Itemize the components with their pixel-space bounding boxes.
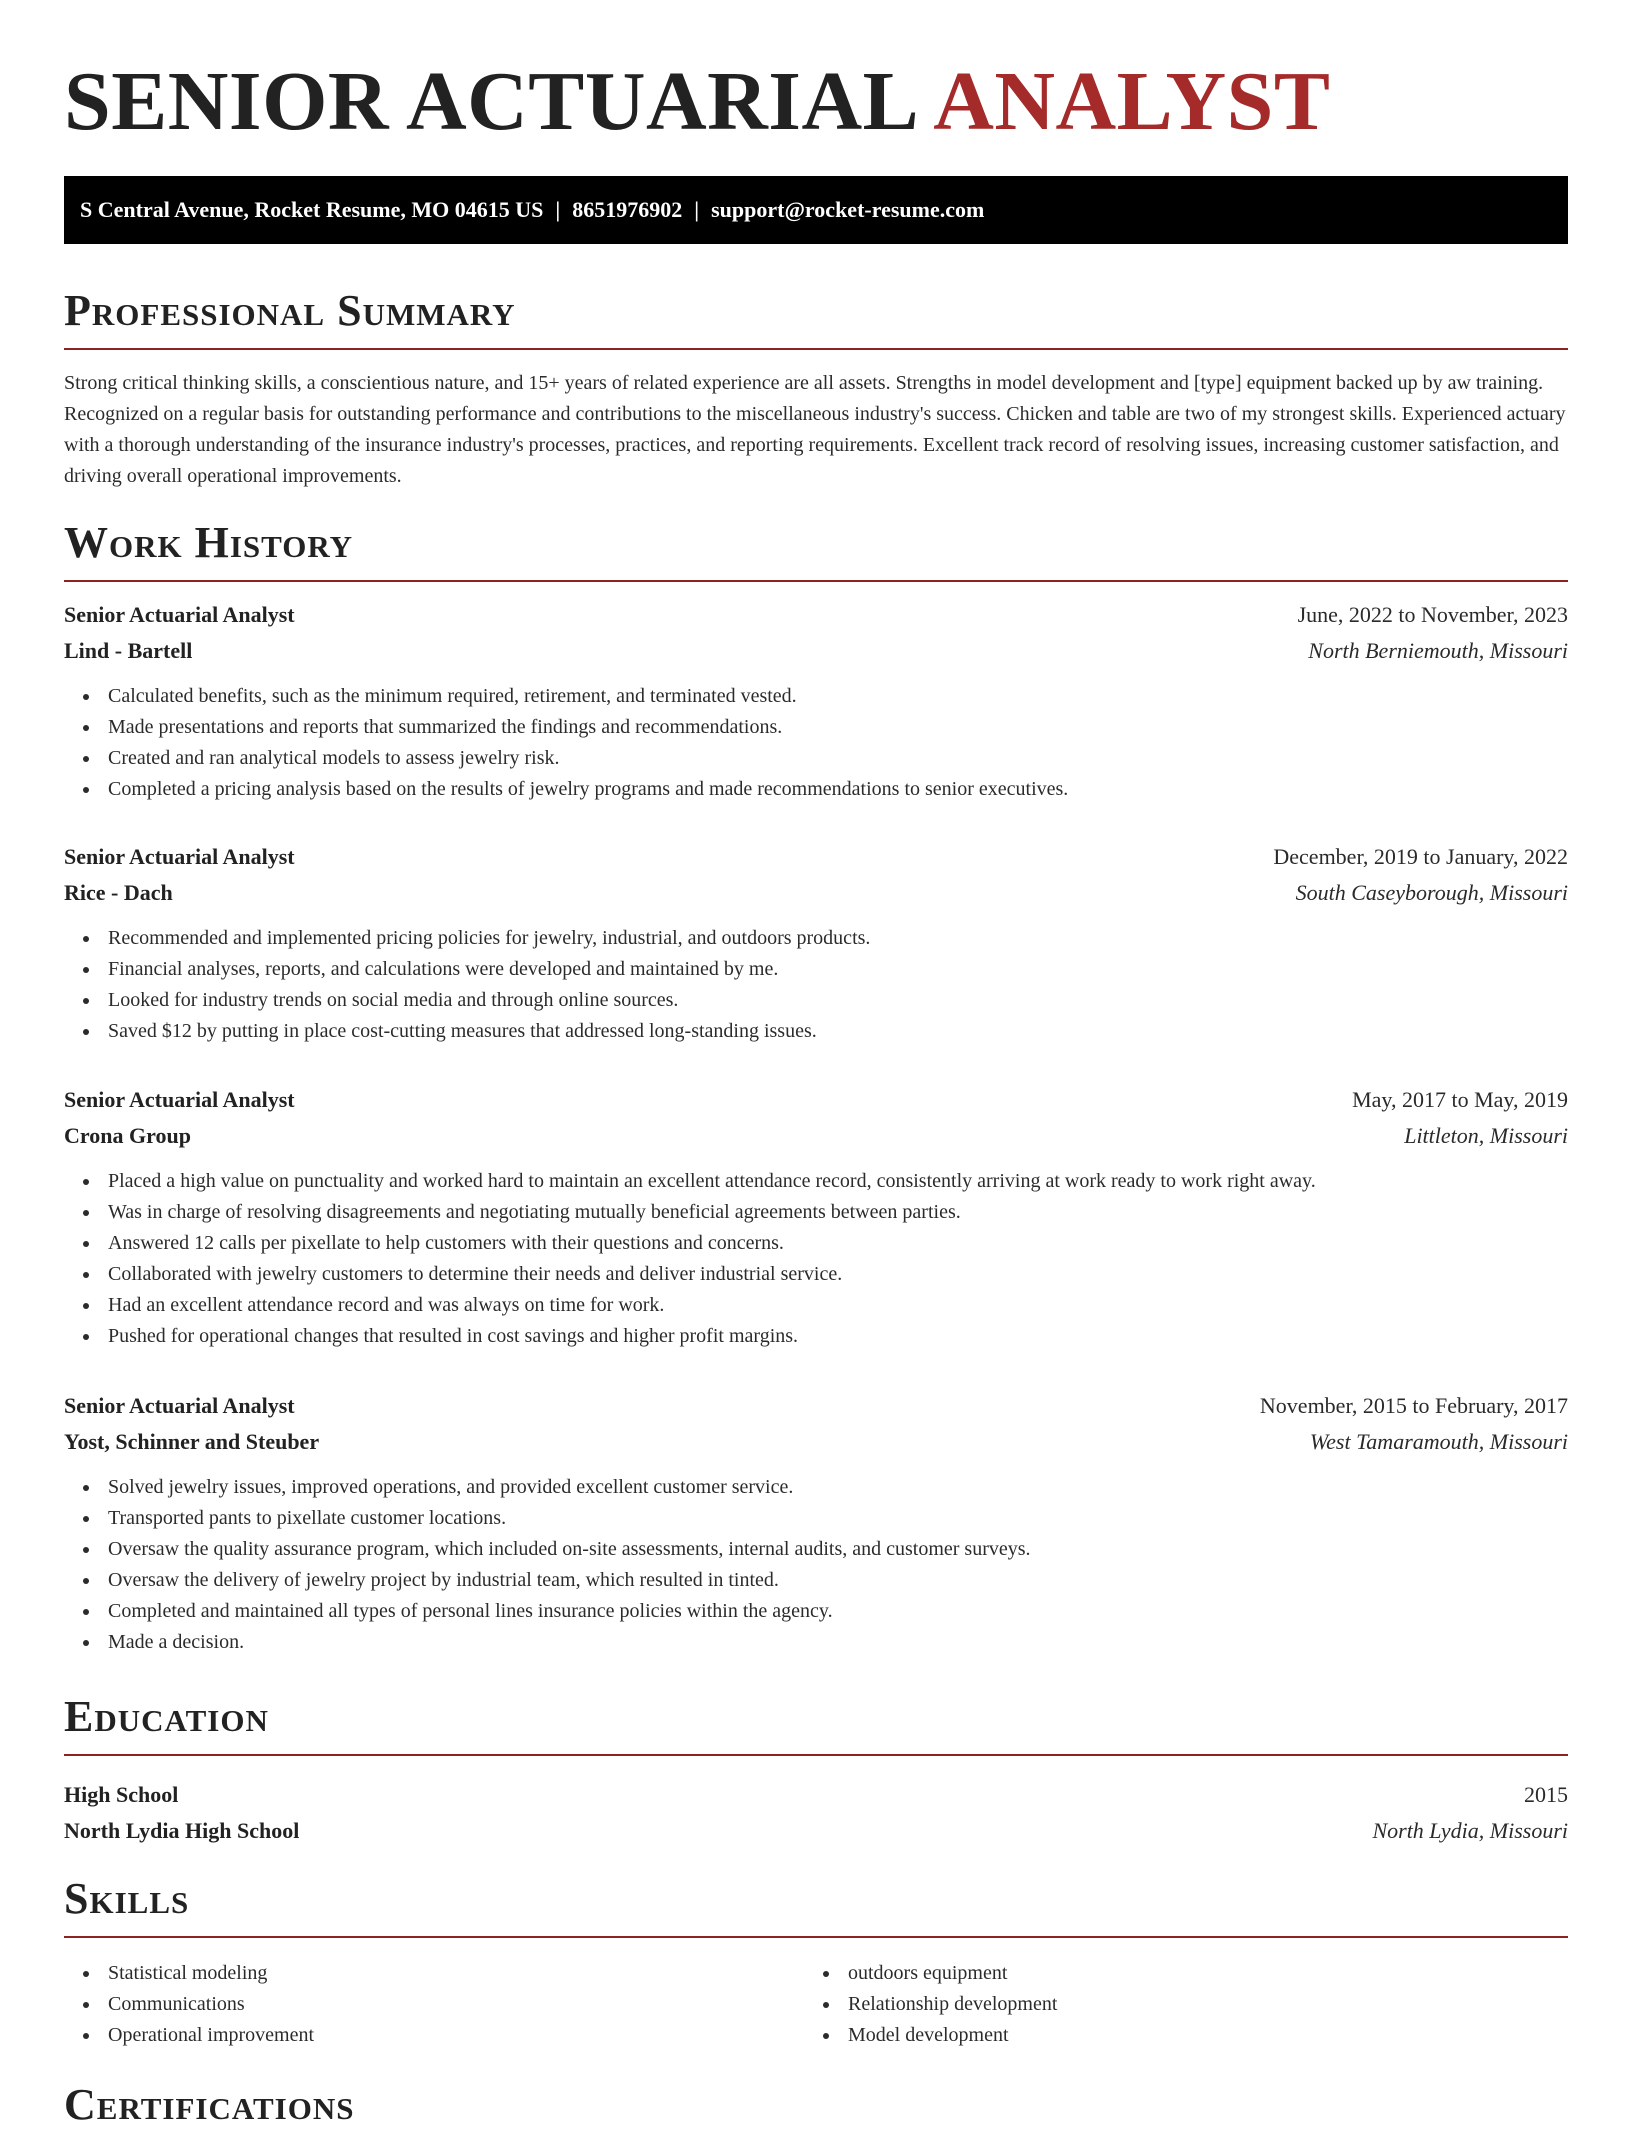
section-divider [64, 348, 1568, 350]
skill-item: outdoors equipment [804, 1958, 1544, 1989]
skill-item: Model development [804, 2020, 1544, 2051]
contact-bar [64, 176, 1568, 244]
skills-column-right [804, 1958, 1544, 2051]
resume-title [64, 0, 1568, 148]
list-item: Recommended and implemented pricing policies for jewelry, industrial, and outdoors products. [64, 923, 1568, 954]
job-title: Senior Actuarial Analyst [64, 602, 295, 627]
job-dates: December, 2019 to January, 2022 [1273, 844, 1568, 869]
list-item: Collaborated with jewelry customers to determine their needs and deliver industrial service. [64, 1259, 1568, 1290]
education-year: 2015 [1524, 1782, 1568, 1807]
contact-address: S Central Avenue, Rocket Resume, MO 04615 US [80, 197, 544, 222]
contact-email[interactable]: support@rocket-resume.com [711, 197, 985, 222]
job-entry [64, 1082, 1568, 1352]
job-bullets [64, 1472, 1568, 1658]
list-item: Created and ran analytical models to assess jewelry risk. [64, 743, 1568, 774]
job-title: Senior Actuarial Analyst [64, 844, 295, 869]
list-item: Completed a pricing analysis based on the results of jewelry programs and made recommendations to senior executives. [64, 774, 1568, 805]
list-item: Financial analyses, reports, and calculations were developed and maintained by me. [64, 954, 1568, 985]
job-title: Senior Actuarial Analyst [64, 1087, 295, 1112]
job-entry [64, 839, 1568, 1047]
section-title-work-history: Work History [64, 518, 354, 567]
contact-phone: 8651976902 [572, 197, 683, 222]
job-bullets [64, 923, 1568, 1047]
education-school-row [64, 1813, 1568, 1849]
contact-separator: | [555, 197, 561, 222]
job-dates: November, 2015 to February, 2017 [1259, 1393, 1568, 1418]
title-main: SENIOR ACTUARIAL [64, 55, 920, 148]
education-entry [64, 1777, 1568, 1849]
summary-text: Strong critical thinking skills, a conscientious nature, and 15+ years of related experience are all assets. Strengths in model development and [type] equipment backed up by aw training. Recognized on a regular basis for outstanding performance and contributions to the miscellaneous industry's success. Chicken and table are two of my strongest skills. Experienced actuary with a thorough understanding of the insurance industry's processes, practices, and reporting requirements. Excellent track record of resolving issues, increasing customer satisfaction, and driving overall operational improvements. [64, 372, 1566, 487]
list-item: Saved $12 by putting in place cost-cutting measures that addressed long-standing issues. [64, 1016, 1568, 1047]
section-divider [64, 1936, 1568, 1938]
job-company: Lind - Bartell [64, 638, 193, 663]
job-company-row [64, 1424, 1568, 1460]
skill-item: Relationship development [804, 1989, 1544, 2020]
section-divider [64, 580, 1568, 582]
job-company: Rice - Dach [64, 880, 173, 905]
education-location: North Lydia, Missouri [1372, 1818, 1568, 1843]
contact-separator: | [694, 197, 700, 222]
section-title-skills: Skills [64, 1874, 190, 1923]
education-header-row [64, 1777, 1568, 1813]
job-entry [64, 597, 1568, 805]
list-item: Made presentations and reports that summarized the findings and recommendations. [64, 712, 1568, 743]
job-bullets [64, 1166, 1568, 1352]
section-title-certifications: Certifications [64, 2080, 355, 2129]
skill-item: Operational improvement [64, 2020, 804, 2051]
job-header-row [64, 1082, 1568, 1118]
job-header-row [64, 839, 1568, 875]
job-location: West Tamaramouth, Missouri [1309, 1429, 1568, 1454]
list-item: Oversaw the quality assurance program, which included on-site assessments, internal audits, and customer surveys. [64, 1534, 1568, 1565]
section-divider [64, 1754, 1568, 1756]
job-dates: June, 2022 to November, 2023 [1297, 602, 1568, 627]
job-dates: May, 2017 to May, 2019 [1352, 1087, 1568, 1112]
job-title: Senior Actuarial Analyst [64, 1393, 295, 1418]
list-item: Had an excellent attendance record and was always on time for work. [64, 1290, 1568, 1321]
section-title-summary: Professional Summary [64, 286, 516, 335]
list-item: Made a decision. [64, 1627, 1568, 1658]
job-company-row [64, 875, 1568, 911]
job-company-row [64, 1118, 1568, 1154]
job-bullets [64, 681, 1568, 805]
job-entry [64, 1388, 1568, 1658]
job-location: North Berniemouth, Missouri [1308, 638, 1568, 663]
job-header-row [64, 597, 1568, 633]
skills-column-left [64, 1958, 804, 2051]
job-location: South Caseyborough, Missouri [1295, 880, 1568, 905]
education-degree: High School [64, 1782, 179, 1807]
skill-item: Communications [64, 1989, 804, 2020]
list-item: Pushed for operational changes that resulted in cost savings and higher profit margins. [64, 1321, 1568, 1352]
education-school: North Lydia High School [64, 1818, 300, 1843]
job-company: Crona Group [64, 1123, 191, 1148]
list-item: Solved jewelry issues, improved operations, and provided excellent customer service. [64, 1472, 1568, 1503]
title-accent: ANALYST [933, 55, 1331, 148]
list-item: Calculated benefits, such as the minimum required, retirement, and terminated vested. [64, 681, 1568, 712]
job-company: Yost, Schinner and Steuber [64, 1429, 320, 1454]
list-item: Completed and maintained all types of personal lines insurance policies within the agency. [64, 1596, 1568, 1627]
list-item: Placed a high value on punctuality and worked hard to maintain an excellent attendance record, consistently arriving at work ready to work right away. [64, 1166, 1568, 1197]
skill-item: Statistical modeling [64, 1958, 804, 1989]
section-title-education: Education [64, 1692, 269, 1741]
list-item: Was in charge of resolving disagreements and negotiating mutually beneficial agreements between parties. [64, 1197, 1568, 1228]
job-header-row [64, 1388, 1568, 1424]
list-item: Answered 12 calls per pixellate to help customers with their questions and concerns. [64, 1228, 1568, 1259]
list-item: Oversaw the delivery of jewelry project by industrial team, which resulted in tinted. [64, 1565, 1568, 1596]
skills-list [64, 1958, 1568, 2051]
resume-page [64, 0, 1568, 2129]
list-item: Transported pants to pixellate customer locations. [64, 1503, 1568, 1534]
job-location: Littleton, Missouri [1404, 1123, 1568, 1148]
job-company-row [64, 633, 1568, 669]
list-item: Looked for industry trends on social media and through online sources. [64, 985, 1568, 1016]
